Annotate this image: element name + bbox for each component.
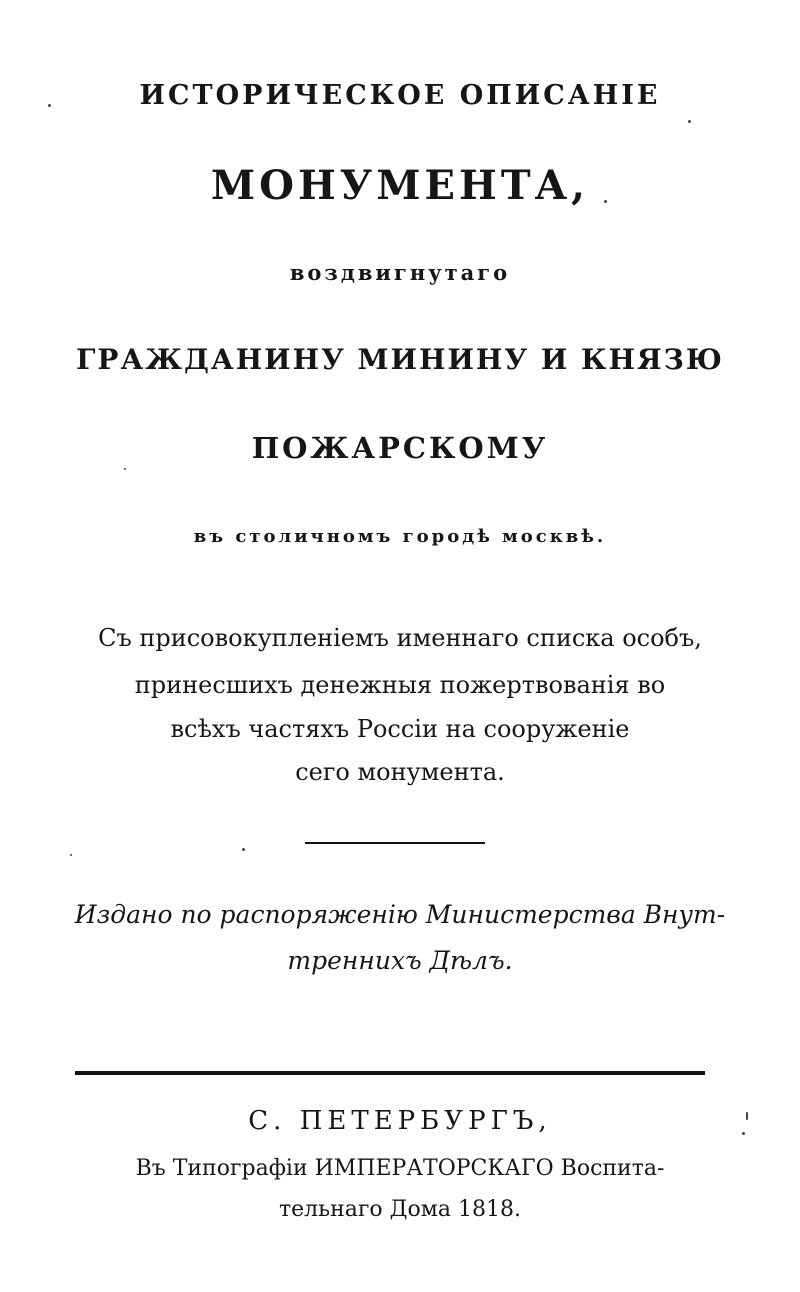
paper-speck: [688, 120, 691, 123]
title-line-5: ПОЖАРСКОМУ: [251, 431, 549, 465]
title-line-4: ГРАЖДАНИНУ МИНИНУ И КНЯЗЮ: [76, 343, 724, 376]
separator-long-rule: [75, 1071, 705, 1075]
paper-speck: [48, 104, 51, 107]
publisher-note-line-2: треннихъ Дѣлъ.: [287, 946, 513, 975]
paper-speck: [124, 468, 126, 470]
subtitle-line-2: принесшихъ денежныя пожертвованія во: [134, 671, 666, 699]
title-line-6: въ столичномъ городѣ москвѣ.: [193, 526, 607, 547]
publisher-note-line-1: Издано по распоряженію Министерства Внут-: [74, 900, 726, 929]
imprint-press-line-2: тельнаго Дома 1818.: [278, 1197, 522, 1222]
imprint-city: С. ПЕТЕРБУРГЪ,: [248, 1106, 552, 1136]
subtitle-line-4: сего монумента.: [295, 758, 505, 786]
separator-short-rule: [305, 842, 485, 844]
paper-speck: [746, 1112, 748, 1120]
title-line-2: МОНУМЕНТА,: [210, 162, 590, 209]
subtitle-line-3: всѣхъ частяхъ Россіи на сооруженіе: [170, 715, 630, 743]
paper-speck: [742, 1132, 745, 1135]
subtitle-line-1: Съ присовокупленіемъ именнаго списка особъ,: [98, 624, 702, 652]
title-line-3: воздвигнутаго: [289, 260, 511, 285]
paper-speck: [604, 200, 607, 203]
imprint-press-line-1: Въ Типографіи ИМПЕРАТОРСКАГО Воспита-: [135, 1156, 665, 1181]
paper-speck: [242, 848, 245, 851]
title-line-1: ИСТОРИЧЕСКОЕ ОПИСАНІЕ: [139, 80, 661, 111]
paper-speck: [70, 854, 72, 856]
